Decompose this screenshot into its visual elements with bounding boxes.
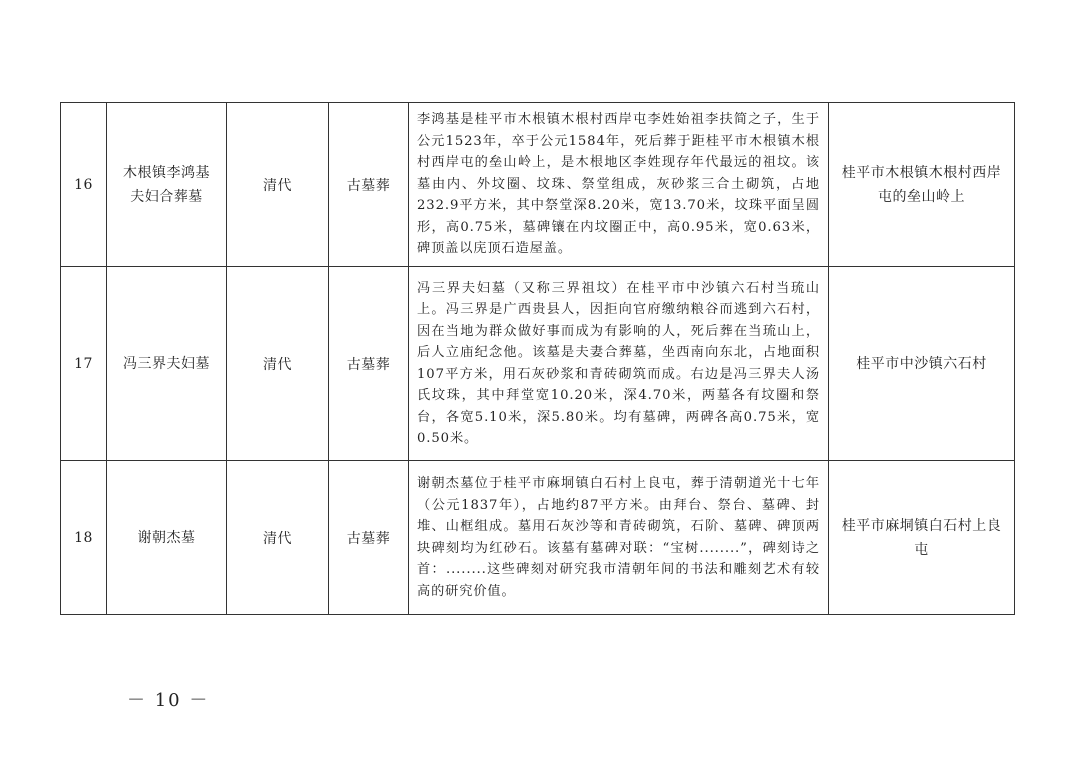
site-location: 桂平市中沙镇六石村 [829, 267, 1015, 461]
heritage-table [60, 102, 1015, 615]
row-number: 16 [61, 103, 107, 267]
site-era: 清代 [227, 103, 329, 267]
site-type: 古墓葬 [329, 267, 409, 461]
site-location: 桂平市麻垌镇白石村上良屯 [829, 461, 1015, 615]
row-number: 17 [61, 267, 107, 461]
site-era: 清代 [227, 267, 329, 461]
site-name: 木根镇李鸿基夫妇合葬墓 [107, 103, 227, 267]
site-type: 古墓葬 [329, 461, 409, 615]
site-type: 古墓葬 [329, 103, 409, 267]
table-row [61, 103, 1015, 267]
row-number: 18 [61, 461, 107, 615]
site-era: 清代 [227, 461, 329, 615]
page-number: － 10 － [127, 690, 210, 711]
site-description: 李鸿基是桂平市木根镇木根村西岸屯李姓始祖李扶简之子，生于公元1523年，卒于公元1584年，死后葬于距桂平市木根镇木根村西岸屯的垒山岭上，是木根地区李姓现存年代最远的祖坟。该墓由内、外坟圈、坟珠、祭堂组成，灰砂浆三合土砌筑，占地232.9平方米，其中祭堂深8.20米，宽13.70米，坟珠平面呈圆形，高0.75米，墓碑镶在内坟圈正中，高0.95米，宽0.63米，碑顶盖以庑顶石造屋盖。 [409, 103, 829, 267]
site-location: 桂平市木根镇木根村西岸屯的垒山岭上 [829, 103, 1015, 267]
site-name: 谢朝杰墓 [107, 461, 227, 615]
table-row [61, 267, 1015, 461]
site-description: 谢朝杰墓位于桂平市麻垌镇白石村上良屯，葬于清朝道光十七年（公元1837年），占地约87平方米。由拜台、祭台、墓碑、封堆、山框组成。墓用石灰沙等和青砖砌筑，石阶、墓碑、碑顶两块碑刻均为红砂石。该墓有墓碑对联：“宝树........”，碑刻诗之首：........这些碑刻对研究我市清朝年间的书法和雕刻艺术有较高的研究价值。 [409, 461, 829, 615]
table-row [61, 461, 1015, 615]
site-description: 冯三界夫妇墓（又称三界祖坟）在桂平市中沙镇六石村当琉山上。冯三界是广西贵县人，因拒向官府缴纳粮谷而逃到六石村，因在当地为群众做好事而成为有影响的人，死后葬在当琉山上，后人立庙纪念他。该墓是夫妻合葬墓，坐西南向东北，占地面积107平方米，用石灰砂浆和青砖砌筑而成。右边是冯三界夫人汤氏坟珠，其中拜堂宽10.20米，深4.70米，两墓各有坟圈和祭台，各宽5.10米，深5.80米。均有墓碑，两碑各高0.75米，宽0.50米。 [409, 267, 829, 461]
site-name: 冯三界夫妇墓 [107, 267, 227, 461]
